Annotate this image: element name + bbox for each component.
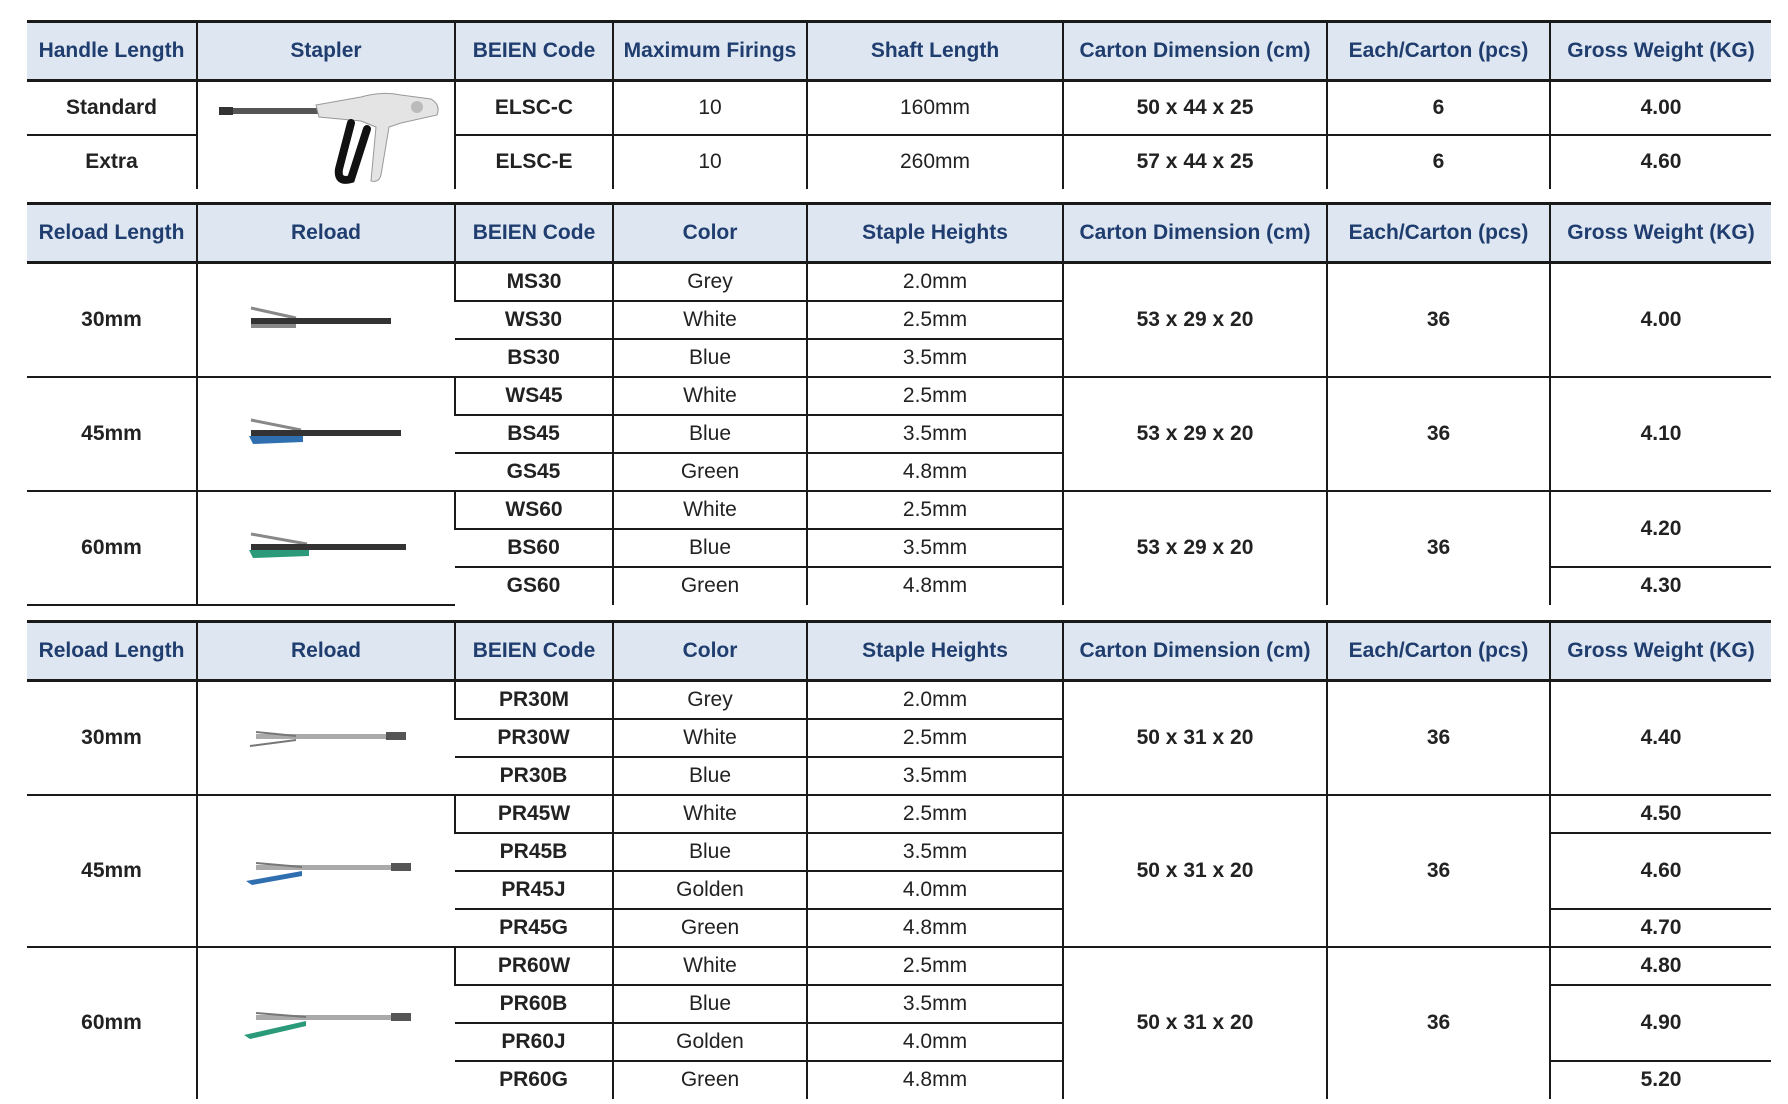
code: ELSC-C <box>455 81 613 135</box>
color: Blue <box>613 415 807 453</box>
header-stapler: Stapler <box>197 22 455 81</box>
reload-image-cell <box>197 263 455 377</box>
color: White <box>613 719 807 757</box>
handle-length: Standard <box>27 81 197 135</box>
table-row <box>27 263 1771 301</box>
shaft-length: 160mm <box>807 81 1063 135</box>
staple-height: 3.5mm <box>807 415 1063 453</box>
reload-image <box>241 300 411 340</box>
header-reload-length: Reload Length <box>27 622 197 681</box>
reload-length: 45mm <box>27 377 197 491</box>
code: WS45 <box>455 377 613 415</box>
gross-weight: 4.40 <box>1550 681 1771 795</box>
gross-weight: 5.20 <box>1550 1061 1771 1099</box>
staple-height: 2.5mm <box>807 491 1063 529</box>
code: PR60W <box>455 947 613 985</box>
reload-image <box>241 414 411 454</box>
reload-image-cell <box>197 491 455 605</box>
code: PR45W <box>455 795 613 833</box>
stapler-table <box>27 20 1771 189</box>
header-row <box>27 204 1771 263</box>
header-code: BEIEN Code <box>455 204 613 263</box>
staple-height: 3.5mm <box>807 529 1063 567</box>
header-color: Color <box>613 204 807 263</box>
code: WS30 <box>455 301 613 339</box>
staple-height: 2.0mm <box>807 681 1063 719</box>
header-each: Each/Carton (pcs) <box>1327 622 1550 681</box>
header-max-firings: Maximum Firings <box>613 22 807 81</box>
color: Golden <box>613 871 807 909</box>
reload-length: 30mm <box>27 263 197 377</box>
gross-weight: 4.50 <box>1550 795 1771 833</box>
code: GS45 <box>455 453 613 491</box>
staple-height: 3.5mm <box>807 757 1063 795</box>
gross-weight: 4.70 <box>1550 909 1771 947</box>
carton-dimension: 50 x 44 x 25 <box>1063 81 1327 135</box>
code: BS60 <box>455 529 613 567</box>
reload-table-premium <box>27 620 1771 1099</box>
reload-image <box>236 1001 416 1045</box>
header-row <box>27 622 1771 681</box>
color: White <box>613 491 807 529</box>
header-carton: Carton Dimension (cm) <box>1063 204 1327 263</box>
gross-weight: 4.00 <box>1550 81 1771 135</box>
gross-weight: 4.80 <box>1550 947 1771 985</box>
staple-height: 4.8mm <box>807 1061 1063 1099</box>
color: Green <box>613 453 807 491</box>
header-weight: Gross Weight (KG) <box>1550 204 1771 263</box>
each-carton: 36 <box>1327 947 1550 1099</box>
reload-length: 60mm <box>81 1011 142 1034</box>
gross-weight: 4.60 <box>1550 833 1771 909</box>
header-weight: Gross Weight (KG) <box>1550 622 1771 681</box>
code: PR30B <box>455 757 613 795</box>
color: Golden <box>613 1023 807 1061</box>
each-carton: 6 <box>1327 135 1550 189</box>
staple-height: 3.5mm <box>807 833 1063 871</box>
header-each: Each/Carton (pcs) <box>1327 204 1550 263</box>
carton-dimension: 50 x 31 x 20 <box>1063 681 1327 795</box>
carton-dimension: 50 x 31 x 20 <box>1063 947 1327 1099</box>
reload-image-cell <box>197 681 455 795</box>
color: White <box>613 377 807 415</box>
code: PR45J <box>455 871 613 909</box>
table-row <box>27 377 1771 415</box>
color: Blue <box>613 757 807 795</box>
staple-height: 4.8mm <box>807 909 1063 947</box>
reload-image <box>241 528 411 568</box>
staple-height: 2.5mm <box>807 947 1063 985</box>
code: WS60 <box>455 491 613 529</box>
staple-height: 4.0mm <box>807 1023 1063 1061</box>
max-firings: 10 <box>613 135 807 189</box>
each-carton: 36 <box>1327 491 1550 605</box>
staple-height: 2.0mm <box>807 263 1063 301</box>
max-firings: 10 <box>613 81 807 135</box>
code: PR30M <box>455 681 613 719</box>
staple-height: 4.8mm <box>807 567 1063 605</box>
gross-weight: 4.90 <box>1550 985 1771 1061</box>
stapler-image-cell <box>197 81 455 189</box>
code: MS30 <box>455 263 613 301</box>
reload-length: 30mm <box>27 681 197 795</box>
header-carton: Carton Dimension (cm) <box>1063 22 1327 81</box>
gross-weight: 4.00 <box>1550 263 1771 377</box>
code: BS30 <box>455 339 613 377</box>
gross-weight: 4.20 <box>1550 491 1771 567</box>
color: Green <box>613 567 807 605</box>
staple-height: 3.5mm <box>807 339 1063 377</box>
each-carton: 36 <box>1327 795 1550 947</box>
table-row <box>27 947 1771 985</box>
reload-image <box>236 718 416 758</box>
carton-dimension: 53 x 29 x 20 <box>1063 491 1327 605</box>
header-row <box>27 22 1771 81</box>
header-weight: Gross Weight (KG) <box>1550 22 1771 81</box>
code: PR60B <box>455 985 613 1023</box>
carton-dimension: 53 x 29 x 20 <box>1063 377 1327 491</box>
color: Blue <box>613 833 807 871</box>
reload-image <box>236 851 416 891</box>
staple-height: 2.5mm <box>807 719 1063 757</box>
reload-image-cell <box>197 795 455 947</box>
color: Blue <box>613 339 807 377</box>
code: PR60J <box>455 1023 613 1061</box>
each-carton: 6 <box>1327 81 1550 135</box>
carton-dimension: 57 x 44 x 25 <box>1063 135 1327 189</box>
code: PR45G <box>455 909 613 947</box>
color: Blue <box>613 985 807 1023</box>
shaft-length: 260mm <box>807 135 1063 189</box>
color: White <box>613 947 807 985</box>
table-row <box>27 681 1771 719</box>
code: GS60 <box>506 574 561 597</box>
staple-height: 2.5mm <box>807 377 1063 415</box>
header-carton: Carton Dimension (cm) <box>1063 622 1327 681</box>
reload-image-cell <box>197 947 455 1099</box>
carton-dimension: 53 x 29 x 20 <box>1063 263 1327 377</box>
code: PR60G <box>499 1068 568 1091</box>
header-shaft-length: Shaft Length <box>807 22 1063 81</box>
header-reload: Reload <box>197 204 455 263</box>
stapler-image <box>211 83 441 187</box>
reload-length: 45mm <box>27 795 197 947</box>
staple-height: 4.8mm <box>807 453 1063 491</box>
header-color: Color <box>613 622 807 681</box>
header-handle-length: Handle Length <box>27 22 197 81</box>
header-reload-length: Reload Length <box>27 204 197 263</box>
color: Blue <box>613 529 807 567</box>
staple-height: 2.5mm <box>807 301 1063 339</box>
header-code: BEIEN Code <box>455 622 613 681</box>
reload-table-standard <box>27 202 1771 606</box>
handle-length: Extra <box>85 150 138 173</box>
code: PR45B <box>455 833 613 871</box>
header-reload: Reload <box>197 622 455 681</box>
color: Grey <box>613 263 807 301</box>
color: Green <box>613 1061 807 1099</box>
gross-weight: 4.10 <box>1550 377 1771 491</box>
header-staple-heights: Staple Heights <box>807 622 1063 681</box>
each-carton: 36 <box>1327 377 1550 491</box>
gross-weight: 4.60 <box>1550 135 1771 189</box>
table-row <box>27 795 1771 833</box>
header-each: Each/Carton (pcs) <box>1327 22 1550 81</box>
carton-dimension: 50 x 31 x 20 <box>1063 795 1327 947</box>
color: Green <box>613 909 807 947</box>
color: White <box>613 301 807 339</box>
code: PR30W <box>455 719 613 757</box>
header-staple-heights: Staple Heights <box>807 204 1063 263</box>
code: BS45 <box>455 415 613 453</box>
reload-image-cell <box>197 377 455 491</box>
color: Grey <box>613 681 807 719</box>
gross-weight: 4.30 <box>1550 567 1771 605</box>
staple-height: 2.5mm <box>807 795 1063 833</box>
header-code: BEIEN Code <box>455 22 613 81</box>
staple-height: 4.0mm <box>807 871 1063 909</box>
code: ELSC-E <box>455 135 613 189</box>
staple-height: 3.5mm <box>807 985 1063 1023</box>
reload-length: 60mm <box>27 491 197 605</box>
table-row <box>27 491 1771 529</box>
each-carton: 36 <box>1327 681 1550 795</box>
each-carton: 36 <box>1327 263 1550 377</box>
color: White <box>613 795 807 833</box>
table-row <box>27 81 1771 135</box>
